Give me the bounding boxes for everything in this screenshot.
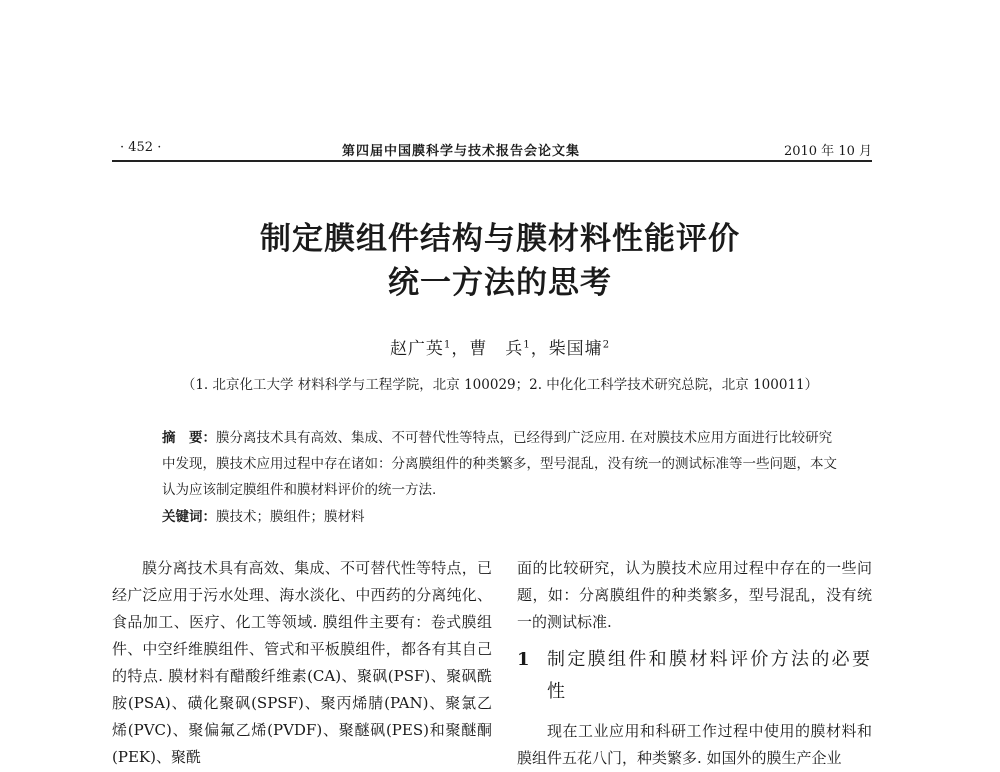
author-affil-marker: 1 xyxy=(523,339,531,351)
body-paragraph: 现在工业应用和科研工作过程中使用的膜材料和膜组件五花八门，种类繁多. 如国外的膜生产企业 xyxy=(517,722,872,767)
affiliation: （1. 北京化工大学 材料科学与工程学院，北京 100029；2. 中化化工科学技术研究总院，北京 100011） xyxy=(181,377,819,393)
section-title: 制定膜组件和膜材料评价方法的必要性 xyxy=(547,649,872,702)
body-column-left xyxy=(112,555,492,771)
body-paragraph: 面的比较研究，认为膜技术应用过程中存在的一些问题，如：分离膜组件的种类繁多，型号混乱，没有统一的测试标准. xyxy=(517,559,872,631)
abstract-label: 摘 要： xyxy=(162,430,216,446)
keywords-label: 关键词： xyxy=(162,509,216,525)
journal-title: 第四届中国膜科学与技术报告会论文集 xyxy=(342,144,581,159)
paper-title-line-2: 统一方法的思考 xyxy=(388,265,612,301)
author-name: 曹 兵 xyxy=(469,339,524,359)
author-separator: ， xyxy=(451,339,470,359)
author-affil-marker: 2 xyxy=(602,339,611,351)
running-header xyxy=(112,138,872,162)
author-name: 柴国墉 xyxy=(548,339,603,359)
abstract xyxy=(162,425,842,503)
section-number: 1 xyxy=(517,649,530,670)
author-name: 赵广英 xyxy=(389,339,444,359)
body-paragraph: 膜分离技术具有高效、集成、不可替代性等特点，已经广泛应用于污水处理、海水淡化、中西药的分离纯化、食品加工、医疗、化工等领域. 膜组件主要有：卷式膜组件、中空纤维膜组件、管式和平板膜组件，都各有其自己的特点. 膜材料有醋酸纤维素(CA)、聚砜(PSF)、聚砜酰胺(PSA)、磺化聚砜(SPSF)、聚丙烯腈(PAN)、聚氯乙烯(PVC)、聚偏氟乙烯(PVDF)、聚醚砜(PES)和聚醚酮(PEK)、聚酰 xyxy=(112,559,492,766)
paper-title-line-1: 制定膜组件结构与膜材料性能评价 xyxy=(260,221,740,257)
keywords xyxy=(162,505,842,525)
page-number: · 452 · xyxy=(120,140,162,155)
author-separator: ， xyxy=(530,339,549,359)
author-affil-marker: 1 xyxy=(443,339,452,351)
abstract-text: 膜分离技术具有高效、集成、不可替代性等特点，已经得到广泛应用. 在对膜技术应用方面进行比较研究中发现，膜技术应用过程中存在诸如：分离膜组件的种类繁多，型号混乱，没有统一的测试标准等一些问题，本文认为应该制定膜组件和膜材料评价的统一方法. xyxy=(162,430,837,498)
section-heading xyxy=(517,644,872,708)
author-list xyxy=(0,334,1000,359)
publication-date: 2010 年 10 月 xyxy=(783,144,872,159)
keywords-text: 膜技术；膜组件；膜材料 xyxy=(216,509,365,525)
body-column-right xyxy=(517,555,872,772)
